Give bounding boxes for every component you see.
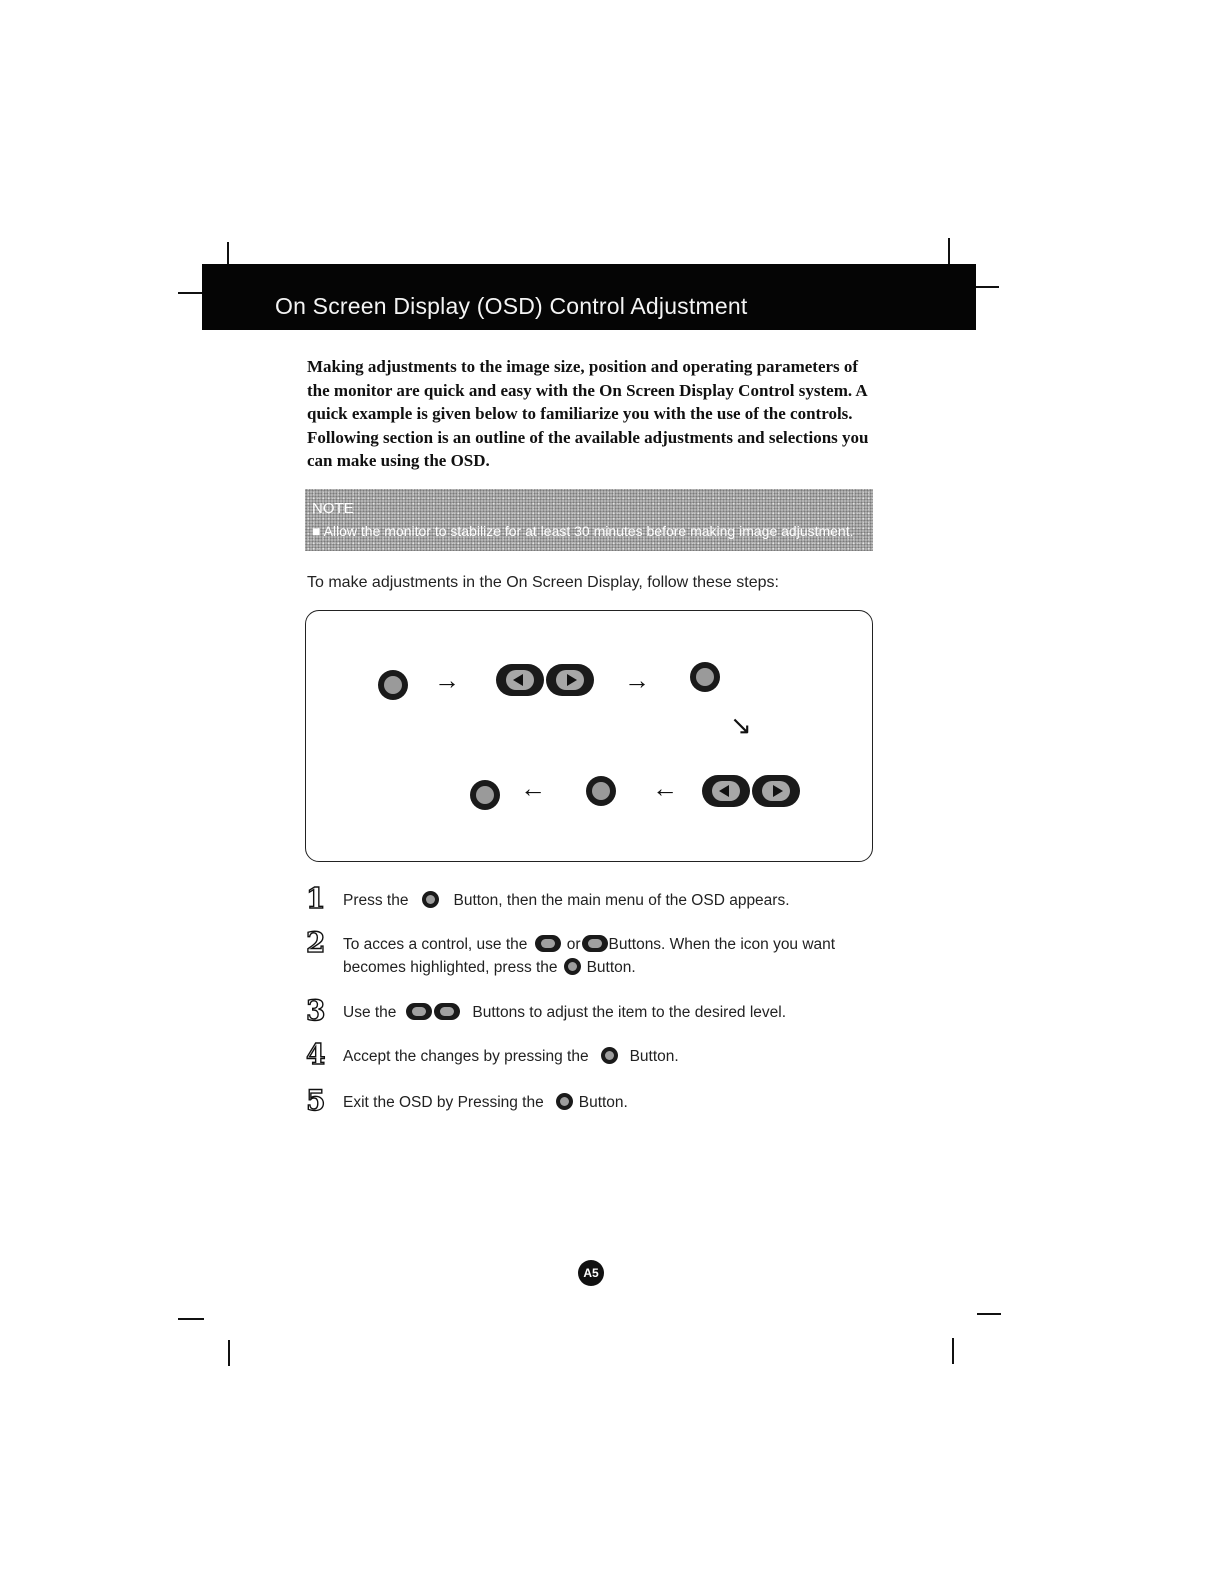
arrow-right-icon: → [624, 665, 650, 695]
crop-mark [227, 242, 229, 266]
step-5-text: Exit the OSD by Pressing the Button. [343, 1094, 628, 1111]
arrow-right-icon: → [434, 665, 460, 695]
step-1-text: Press the Button, then the main menu of the OSD appears. [343, 892, 790, 909]
crop-mark [952, 1338, 954, 1364]
note-text: ■ Allow the monitor to stabilize for at least 30 minutes before making image adjustment. [312, 523, 854, 539]
crop-mark [178, 1318, 204, 1320]
select-button-icon [564, 958, 581, 975]
crop-mark [977, 1313, 1001, 1315]
left-button-icon [535, 935, 561, 952]
crop-mark [948, 238, 950, 266]
step-number: 4 [306, 1038, 326, 1071]
menu-button-icon [470, 780, 500, 810]
right-button-icon [434, 1003, 460, 1020]
right-button-icon [546, 664, 594, 696]
right-button-icon [582, 935, 608, 952]
arrow-diagonal-icon: ↘ [730, 710, 752, 740]
osd-flow-diagram [305, 610, 873, 862]
arrow-left-icon: ← [652, 773, 678, 803]
note-box [305, 489, 873, 551]
left-button-icon [406, 1003, 432, 1020]
select-button-icon [601, 1047, 618, 1064]
step-2-text: To acces a control, use the or Buttons. When the icon you want becomes highlighted, press the Button. [343, 936, 836, 976]
menu-button-icon [556, 1093, 573, 1110]
left-button-icon [496, 664, 544, 696]
menu-button-icon [422, 891, 439, 908]
select-button-icon [690, 662, 720, 692]
menu-button-icon [378, 670, 408, 700]
step-3-text: Use the Buttons to adjust the item to the desired level. [343, 1004, 787, 1021]
note-title: NOTE [312, 500, 354, 517]
steps-intro: To make adjustments in the On Screen Display, follow these steps: [307, 574, 779, 591]
crop-mark [228, 1340, 230, 1366]
step-number: 2 [306, 926, 326, 959]
intro-paragraph: Making adjustments to the image size, position and operating parameters of the monitor are quick and easy with the On Screen Display Control system. A quick example is given below to familiarize you with the use of the controls. Following section is an outline of the available adjustments and selections you can make using the OSD. [307, 357, 869, 470]
arrow-left-icon: ← [520, 773, 546, 803]
step-number: 3 [306, 994, 326, 1027]
crop-mark [178, 292, 204, 294]
step-4-text: Accept the changes by pressing the Button. [343, 1048, 679, 1065]
step-number: 5 [306, 1084, 326, 1117]
page-number: A5 [578, 1260, 604, 1286]
select-button-icon [586, 776, 616, 806]
step-number: 1 [306, 882, 326, 915]
right-button-icon [752, 775, 800, 807]
left-button-icon [702, 775, 750, 807]
crop-mark [975, 286, 999, 288]
page-title: On Screen Display (OSD) Control Adjustment [275, 293, 748, 319]
